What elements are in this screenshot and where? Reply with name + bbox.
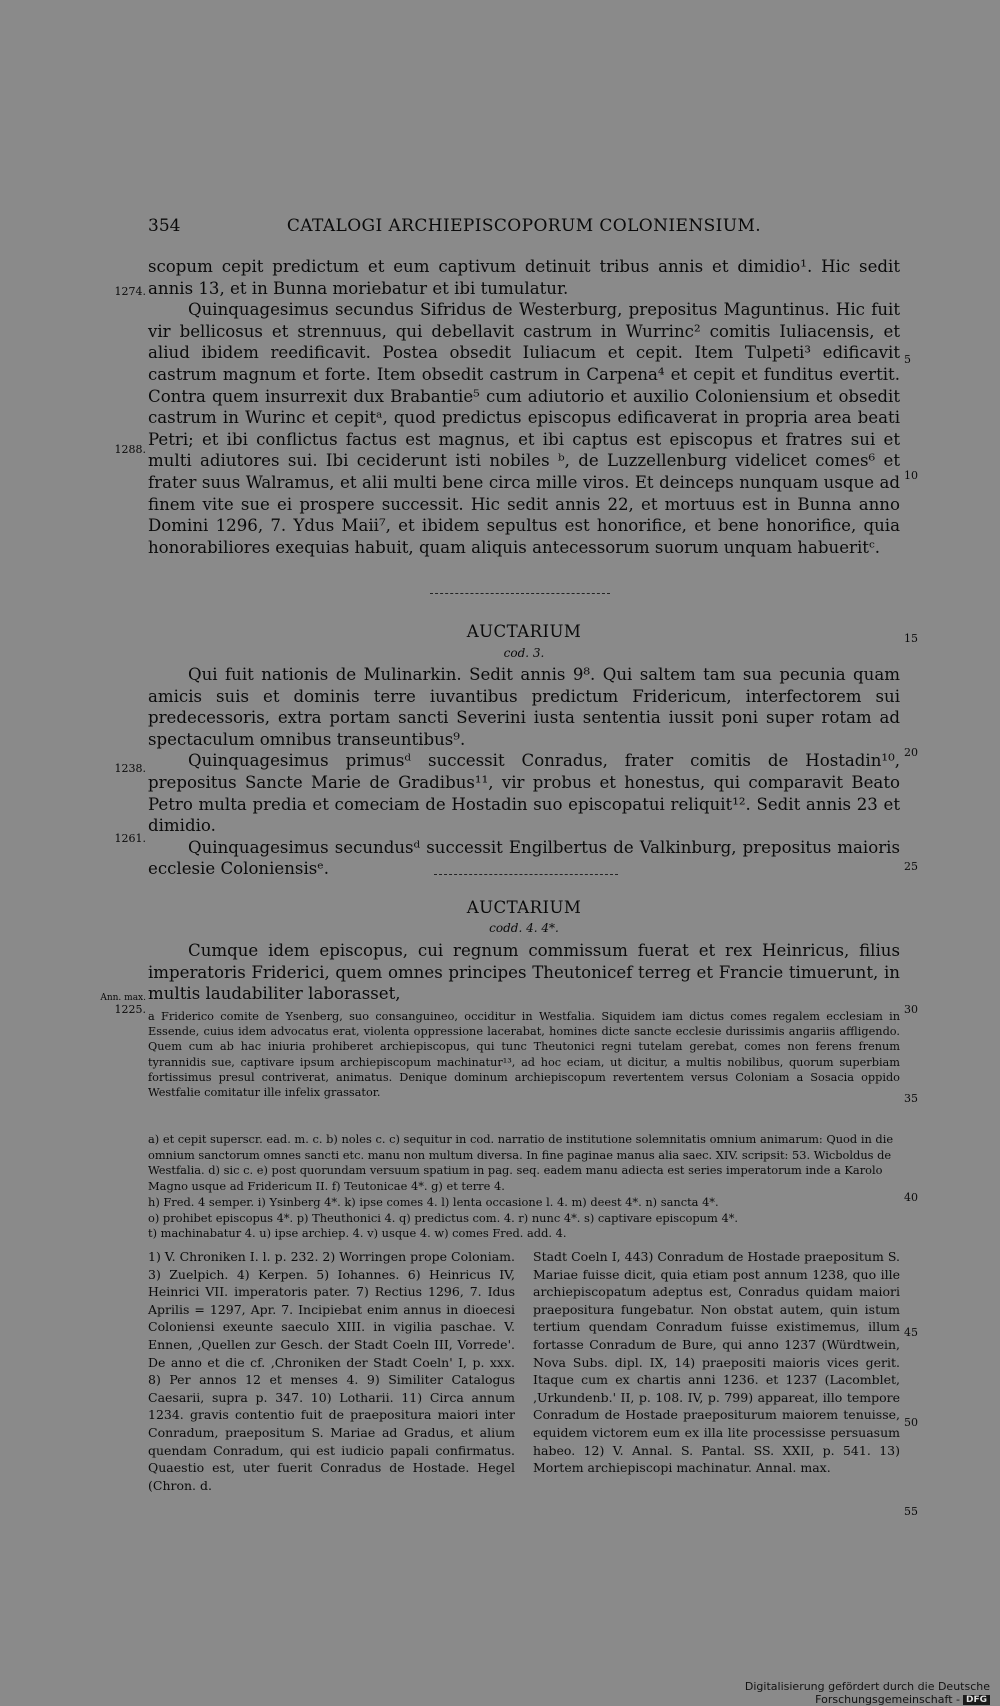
- section-separator: [434, 874, 618, 876]
- auctarium-text-1: [148, 664, 900, 880]
- line-number: 10: [904, 469, 918, 482]
- critical-apparatus: [148, 1132, 900, 1242]
- critical-note: t) machinabatur 4. u) ipse archiep. 4. v) usque 4. w) comes Fred. add. 4.: [148, 1226, 567, 1241]
- critical-note: o) prohibet episcopus 4*. p) Theuthonici 4. q) predictus com. 4. r) nunc 4*. s) captivare episcopum 4*.: [148, 1210, 739, 1225]
- main-text: [148, 256, 900, 558]
- margin-year: 1261.: [114, 832, 146, 845]
- auctarium-text-2-small: [148, 1009, 900, 1100]
- line-number: 30: [904, 1003, 918, 1016]
- section-separator: [430, 593, 610, 595]
- footnotes-left-column: [148, 1248, 515, 1494]
- margin-year: 1288.: [114, 443, 146, 456]
- funding-footer: [620, 1680, 990, 1706]
- footnotes: [148, 1248, 900, 1648]
- line-number: 5: [904, 353, 911, 366]
- critical-note: h) Fred. 4 semper. i) Ysinberg 4*. k) ipse comes 4. l) lenta occasione l. 4. m) deest 4*. n) sancta 4*.: [148, 1194, 719, 1209]
- auctarium-codex-1: cod. 3.: [503, 646, 545, 660]
- line-number: 20: [904, 746, 918, 759]
- auctarium1-paragraph-3: Quinquagesimus secundusᵈ successit Engilbertus de Valkinburg, prepositus maioris ecclesie Coloniensisᵉ.: [148, 837, 900, 879]
- paragraph-1: scopum cepit predictum et eum captivum detinuit tribus annis et dimidio¹. Hic sedit annis 13, et in Bunna moriebatur et ibi tumulatur.: [148, 257, 900, 298]
- footnotes-right-text: Stadt Coeln I, 443) Conradum de Hostade praepositum S. Mariae fuisse dicit, quia etiam post annum 1238, quo ille archiepiscopatum adeptus est, Conradus quidam maiori praepositura fungebatur. Non obstat autem, quin istum tertium quendam Conradum fuisse existimemus, illum fortasse Conradum de Bure, qui anno 1237 (Würdtwein, Nova Subs. dipl. IX, 14) praepositi maioris vices gerit. Itaque cum ex chartis anni 1236. et 1237 (Lacomblet, ‚Urkundenb.' II, p. 108. IV, p. 799) appareat, illo tempore Conradum de Hostade praepositurum maiorem tenuisse, equidem victorem eum ex illa lite processisse persuasum habeo. 12) V. Annal. S. Pantal. SS. XXII, p. 541. 13) Mortem archiepiscopi machinatur. Annal. max.: [533, 1249, 900, 1476]
- auctarium-text-2: [148, 940, 900, 1005]
- auctarium-heading-1: AUCTARIUM: [466, 622, 582, 641]
- paragraph-2: Quinquagesimus secundus Sifridus de Westerburg, prepositus Maguntinus. Hic fuit vir bellicosus et strennuus, qui debellavit castrum in Wurrinc² comitis Iuliacensis, et aliud ibidem reedificavit. Postea obsedit Iuliacum et cepit. Item Tulpeti³ edificavit castrum magnum et forte. Item obsedit castrum in Carpena⁴ et cepit et funditus evertit. Contra quem insurrexit dux Brabantie⁵ cum adiutorio et auxilio Coloniensium et obsedit castrum in Wurinc et cepitᵃ, quod predictus episcopus edificaverat in propria area beati Petri; et ibi conflictus factus est magnus, et ibi captus est episcopus et fratres sui et multi adiutores sui. Ibi ceciderunt isti nobiles ᵇ, de Luzzellenburg videlicet comes⁶ et frater suus Walramus, et alii multi bene circa mille viros. Et deinceps nunquam usque ad finem vite sue ei prospere successit. Hic sedit annis 22, et mortuus est in Bunna anno Domini 1296, 7. Ydus Maii⁷, et ibidem sepultus est honorifice, et bene honorifice, quia honorabiliores exequias habuit, quam aliquis antecessorum suorum unquam habueritᶜ.: [148, 300, 900, 557]
- line-number: 45: [904, 1326, 918, 1339]
- auctarium2-paragraph-large: Cumque idem episcopus, cui regnum commissum fuerat et rex Heinricus, filius imperatoris Friderici, quem omnes principes Theutonicef terreg et Francie timuerunt, in multis laudabiliter laborasset,: [148, 941, 900, 1004]
- footnotes-right-column: [533, 1248, 900, 1477]
- auctarium2-paragraph-small: a Friderico comite de Ysenberg, suo consanguineo, occiditur in Westfalia. Siquidem iam dictus comes regalem ecclesiam in Essende, cuius idem advocatus erat, violenta oppressione lacerabat, homines dicte sancte ecclesie durissimis angariis affligendo. Quem cum ab hac iniuria prohiberet archiepiscopus, qui tunc Theutonici regni tutelam gerebat, comes non ferens frenum tyrannidis sue, captivare ipsum archiepiscopum machinatur¹³, ad hoc eciam, ut dicitur, a multis nobilibus, quorum superbiam fortissimus presul contriverat, animatus. Denique dominum archiepiscopum revertentem versus Coloniam a Sosacia oppido Westfalie comitatur ille infelix grassator.: [148, 1010, 900, 1100]
- funding-text: Digitalisierung gefördert durch die Deutsche Forschungsgemeinschaft -: [744, 1680, 990, 1706]
- auctarium1-paragraph-2: Quinquagesimus primusᵈ successit Conradus, frater comitis de Hostadin¹⁰, prepositus Sancte Marie de Gradibus¹¹, vir probus et honestus, qui comparavit Beato Petro multa predia et comeciam de Hostadin suo episcopatui reliquit¹². Sedit annis 23 et dimidio.: [148, 751, 900, 836]
- margin-year: 1274.: [114, 285, 146, 298]
- page-number: 354: [148, 216, 181, 236]
- line-number: 25: [904, 860, 918, 873]
- line-number: 40: [904, 1191, 918, 1204]
- margin-year: 1225.: [114, 1003, 146, 1016]
- auctarium1-paragraph-1: Qui fuit nationis de Mulinarkin. Sedit annis 9⁸. Qui saltem tam sua pecunia quam amicis suis et dominis terre iuvantibus predictum Fridericum, interfectorem sui predecessoris, extra portam sancti Severini iusta sententia iussit poni super rotam ad spectaculum omnibus transeuntibus⁹.: [148, 665, 900, 749]
- margin-source: Ann. max.: [100, 993, 146, 1003]
- footnotes-left-text: 1) V. Chroniken I. l. p. 232. 2) Worringen prope Coloniam. 3) Zuelpich. 4) Kerpen. 5) Iohannes. 6) Heinricus IV, Heinrici VII. imperatoris pater. 7) Rectius 1296, 7. Idus Aprilis = 1297, Apr. 7. Incipiebat enim annus in dioecesi Coloniensi exeunte saeculo XIII. in vigilia paschae. V. Ennen, ‚Quellen zur Gesch. der Stadt Coeln III, Vorrede'. De anno et die cf. ‚Chroniken der Stadt Coeln' I, p. xxx. 8) Per annos 12 et menses 4. 9) Similiter Catalogus Caesarii, supra p. 347. 10) Lotharii. 11) Circa annum 1234. gravis contentio fuit de praepositura maiori inter Conradum, praepositum S. Mariae ad Gradus, et alium quendam Conradum, qui est iudicio papali confirmatus. Quaestio est, uter fuerit Conradus de Hostade. Hegel (Chron. d.: [148, 1249, 515, 1493]
- line-number: 35: [904, 1092, 918, 1105]
- dfg-logo: DFG: [963, 1695, 990, 1705]
- critical-note: a) et cepit superscr. ead. m. c. b) noles c. c) sequitur in cod. narratio de institutione solemnitatis omnium animarum: Quod in die omnium sanctorum omnes sancti etc. manu non multum diversa. In fine paginae manus alia saec. XIV. scripsit: 53. Wicboldus de Westfalia. d) sic c. e) post quorundam versuum spatium in pag. seq. eadem manu adiecta est series imperatorum inde a Karolo Magno usque ad Fridericum II. f) Teutonicae 4*. g) et terre 4.: [148, 1132, 894, 1194]
- auctarium-heading-2: AUCTARIUM: [466, 898, 582, 917]
- auctarium-codex-2: codd. 4. 4*.: [489, 921, 559, 935]
- line-number: 15: [904, 632, 918, 645]
- margin-year: 1238.: [114, 762, 146, 775]
- page-title: CATALOGI ARCHIEPISCOPORUM COLONIENSIUM.: [286, 216, 762, 236]
- running-header: [148, 216, 900, 240]
- line-number: 55: [904, 1505, 918, 1518]
- line-number: 50: [904, 1416, 918, 1429]
